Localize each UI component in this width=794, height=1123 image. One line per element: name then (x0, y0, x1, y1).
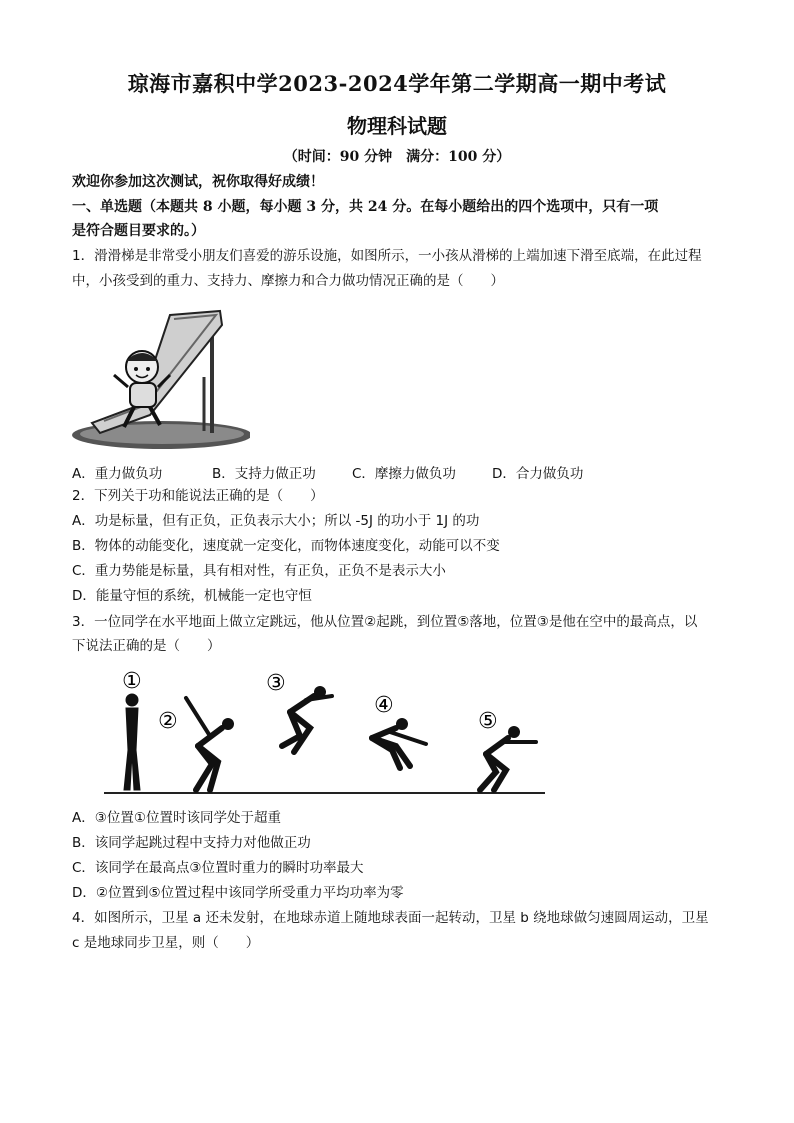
position-label-4: ④ (374, 693, 394, 718)
q2-stem: 2．下列关于功和能说法正确的是（ ） (72, 488, 324, 504)
exam-title: 琼海市嘉积中学2023-2024学年第二学期高一期中考试 (127, 71, 667, 96)
exam-info: （时间：90 分钟 满分：100 分） (283, 149, 511, 165)
jumper-position-2 (186, 698, 234, 790)
q1-option-d[interactable]: D．合力做负功 (492, 466, 584, 482)
position-label-2: ② (158, 709, 178, 734)
q3-option-a[interactable]: A．③位置①位置时该同学处于超重 (72, 810, 281, 826)
q1-option-a[interactable]: A．重力做负功 (72, 466, 163, 482)
q3-option-d[interactable]: D．②位置到⑤位置过程中该同学所受重力平均功率为零 (72, 885, 404, 901)
q1-option-b[interactable]: B．支持力做正功 (212, 466, 316, 482)
q1-stem-line1: 1．滑滑梯是非常受小朋友们喜爱的游乐设施，如图所示，一小孩从滑梯的上端加速下滑至底端，在此过程 (72, 248, 702, 264)
position-label-1: ① (122, 669, 142, 694)
q3-option-c[interactable]: C．该同学在最高点③位置时重力的瞬时功率最大 (72, 860, 364, 876)
q3-stem-line2: 下说法正确的是（ ） (72, 638, 221, 654)
exam-subtitle: 物理科试题 (347, 114, 447, 138)
jumper-position-3 (282, 686, 332, 752)
slide-figure (70, 305, 250, 453)
q1-stem-line2: 中，小孩受到的重力、支持力、摩擦力和合力做功情况正确的是（ ） (72, 273, 504, 289)
position-label-5: ⑤ (478, 709, 498, 734)
q1-options (72, 462, 583, 482)
q2-option-a[interactable]: A．功是标量，但有正负，正负表示大小；所以 -5J 的功小于 1J 的功 (72, 513, 480, 529)
q2-option-d[interactable]: D．能量守恒的系统，机械能一定也守恒 (72, 588, 312, 604)
q4-stem-line2: c 是地球同步卫星，则（ ） (72, 935, 260, 951)
q2-option-b[interactable]: B．物体的动能变化，速度就一定变化，而物体速度变化，动能可以不变 (72, 538, 500, 554)
q3-option-b[interactable]: B．该同学起跳过程中支持力对他做正功 (72, 835, 311, 851)
q1-option-c[interactable]: C．摩擦力做负功 (352, 466, 456, 482)
jumper-position-5 (480, 726, 536, 790)
welcome-text: 欢迎你参加这次测试，祝你取得好成绩！ (72, 174, 324, 190)
position-label-3: ③ (266, 671, 286, 696)
q4-stem-line1: 4．如图所示，卫星 a 还未发射，在地球赤道上随地球表面一起转动，卫星 b 绕地球做匀速圆周运动，卫星 (72, 910, 709, 926)
section-heading-line1: 一、单选题（本题共 8 小题，每小题 3 分，共 24 分。在每小题给出的四个选项中，只有一项 (72, 199, 659, 215)
q3-stem-line1: 3．一位同学在水平地面上做立定跳远，他从位置②起跳，到位置⑤落地，位置③是他在空中的最高点，以 (72, 614, 698, 630)
jumper-position-1 (124, 694, 140, 790)
q2-option-c[interactable]: C．重力势能是标量，具有相对性，有正负，正负不是表示大小 (72, 563, 446, 579)
jumper-position-4 (372, 718, 426, 768)
long-jump-figure (100, 662, 550, 802)
section-heading-line2: 是符合题目要求的。） (72, 223, 205, 239)
